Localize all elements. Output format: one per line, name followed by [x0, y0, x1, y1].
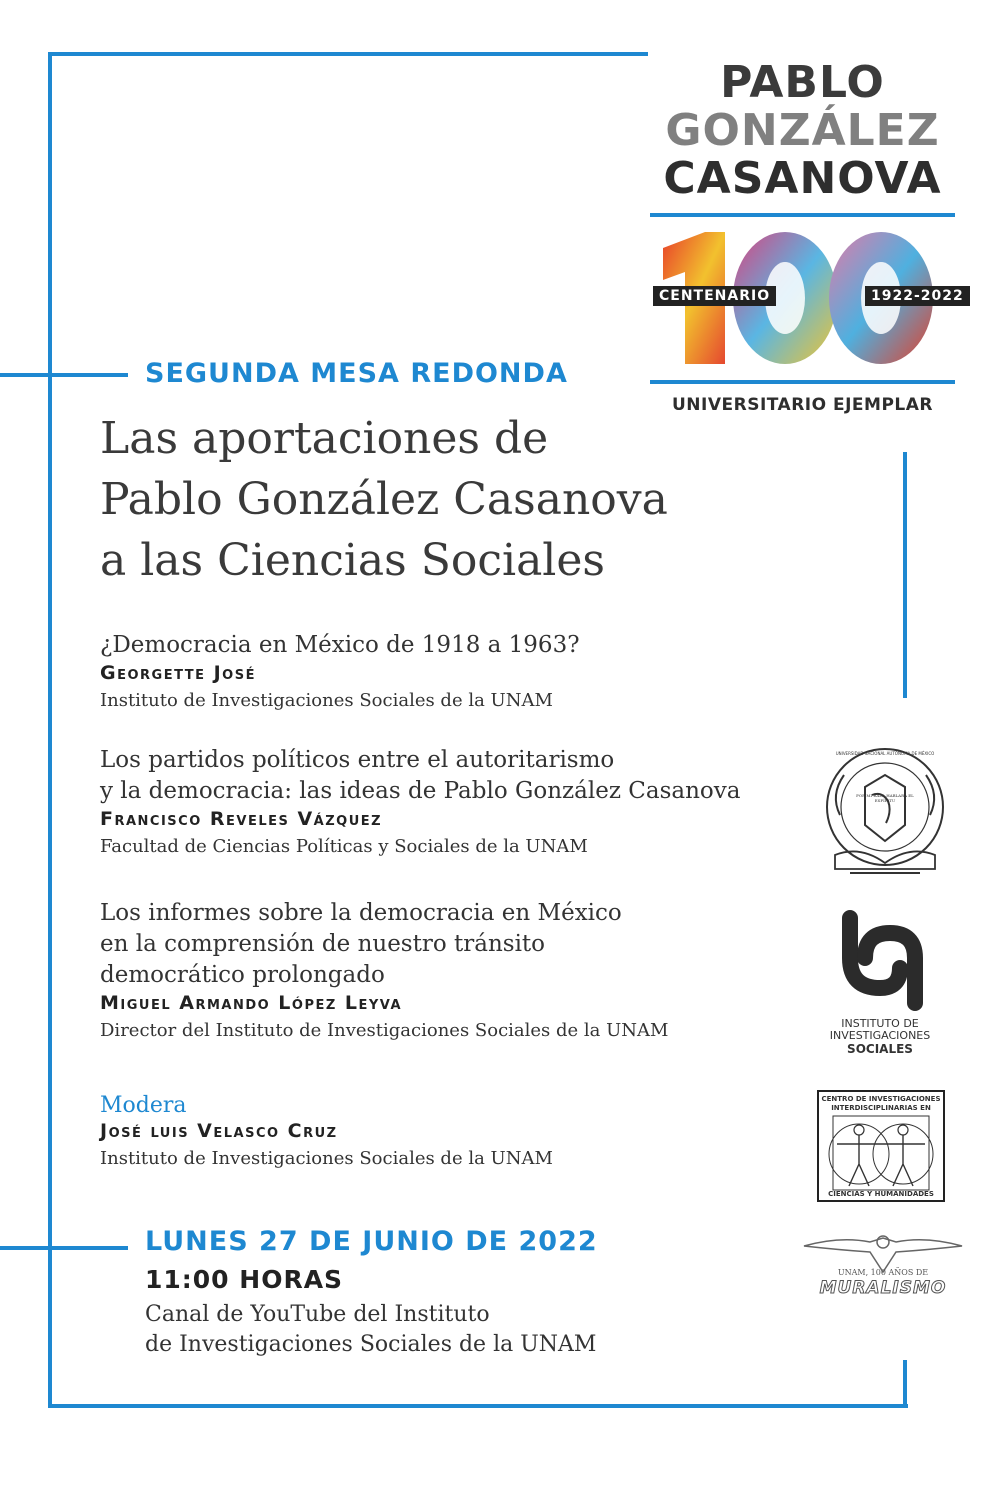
talk-3-title-line2: en la comprensión de nuestro tránsito	[100, 931, 546, 957]
talk-2	[100, 745, 800, 861]
event-title-line3: a las Ciencias Sociales	[100, 535, 605, 586]
talk-3-title-line3: democrático prolongado	[100, 962, 385, 988]
centenary-label: CENTENARIO	[653, 286, 776, 306]
moderator	[100, 1092, 800, 1173]
event-title	[100, 408, 780, 591]
event-channel	[145, 1300, 665, 1360]
talk-3-speaker: Miguel Armando López Leyva	[100, 992, 403, 1014]
frame-bottom-line	[48, 1404, 908, 1408]
date-tick-line	[0, 1246, 128, 1250]
moderator-name: José luis Velasco Cruz	[100, 1120, 338, 1142]
ceiich-logo	[817, 1090, 945, 1202]
iis-logo	[810, 908, 950, 1058]
event-date: LUNES 27 DE JUNIO DE 2022	[145, 1226, 598, 1257]
talk-1-title: ¿Democracia en México de 1918 a 1963?	[100, 632, 580, 658]
unam-motto: POR MI RAZA HABLARÁ EL ESPÍRITU	[856, 793, 914, 803]
event-title-line1: Las aportaciones de	[100, 413, 549, 464]
talk-2-speaker: Francisco Reveles Vázquez	[100, 808, 383, 830]
brand-divider-top	[650, 213, 955, 217]
event-channel-line2: de Investigaciones Sociales de la UNAM	[145, 1332, 597, 1357]
frame-left-line	[48, 52, 52, 1408]
iis-line3: SOCIALES	[847, 1042, 913, 1056]
talk-3-title-line1: Los informes sobre la democracia en México	[100, 900, 622, 926]
brand-name-line3: CASANOVA	[663, 153, 942, 204]
centenary-number-text	[0, 0, 1, 1]
iis-logo-mark	[810, 908, 950, 1018]
talk-2-institution: Facultad de Ciencias Políticas y Sociales de la UNAM	[100, 836, 588, 857]
frame-right-lower-line	[903, 1360, 907, 1408]
muralismo-top: UNAM, 100 AÑOS DE	[837, 1268, 929, 1277]
talk-2-title-line1: Los partidos políticos entre el autoritarismo	[100, 747, 615, 773]
frame-right-upper-line	[903, 452, 907, 698]
brand-divider-bottom	[650, 380, 955, 384]
moderator-label: Modera	[100, 1093, 187, 1118]
talk-3	[100, 898, 800, 1045]
event-time: 11:00 HORAS	[145, 1265, 344, 1294]
brand-name-line2: GONZÁLEZ	[665, 105, 940, 156]
ceiich-top2: INTERDISCIPLINARIAS EN	[831, 1104, 931, 1112]
event-channel-line1: Canal de YouTube del Instituto	[145, 1302, 490, 1327]
frame-top-line	[48, 52, 648, 56]
talk-1-speaker: Georgette José	[100, 662, 256, 684]
talk-1-institution: Instituto de Investigaciones Sociales de la UNAM	[100, 690, 553, 711]
iis-line2: INVESTIGACIONES	[829, 1029, 931, 1042]
muralismo-main: MURALISMO	[819, 1278, 947, 1298]
vitruvian-figure-icon	[819, 1114, 943, 1192]
iis-line1: INSTITUTO DE	[841, 1017, 919, 1030]
event-title-line2: Pablo González Casanova	[100, 474, 668, 525]
section-tick-line	[0, 373, 128, 377]
talk-2-title-line2: y la democracia: las ideas de Pablo González Casanova	[100, 778, 741, 804]
talk-1	[100, 630, 800, 715]
brand-subtitle: UNIVERSITARIO EJEMPLAR	[671, 395, 933, 415]
unam-seal-logo	[820, 745, 950, 885]
moderator-institution: Instituto de Investigaciones Sociales de la UNAM	[100, 1148, 553, 1169]
brand-name-line1: PABLO	[720, 57, 885, 108]
ceiich-top1: CENTRO DE INVESTIGACIONES	[821, 1095, 941, 1103]
ceiich-bottom: CIENCIAS Y HUMANIDADES	[828, 1190, 934, 1198]
muralismo-logo	[800, 1232, 966, 1302]
section-label: SEGUNDA MESA REDONDA	[145, 358, 568, 389]
centenary-years: 1922-2022	[865, 286, 970, 306]
unam-seal-text: UNIVERSIDAD NACIONAL AUTÓNOMA DE MÉXICO	[835, 751, 935, 756]
talk-3-institution: Director del Instituto de Investigaciones Sociales de la UNAM	[100, 1020, 669, 1041]
